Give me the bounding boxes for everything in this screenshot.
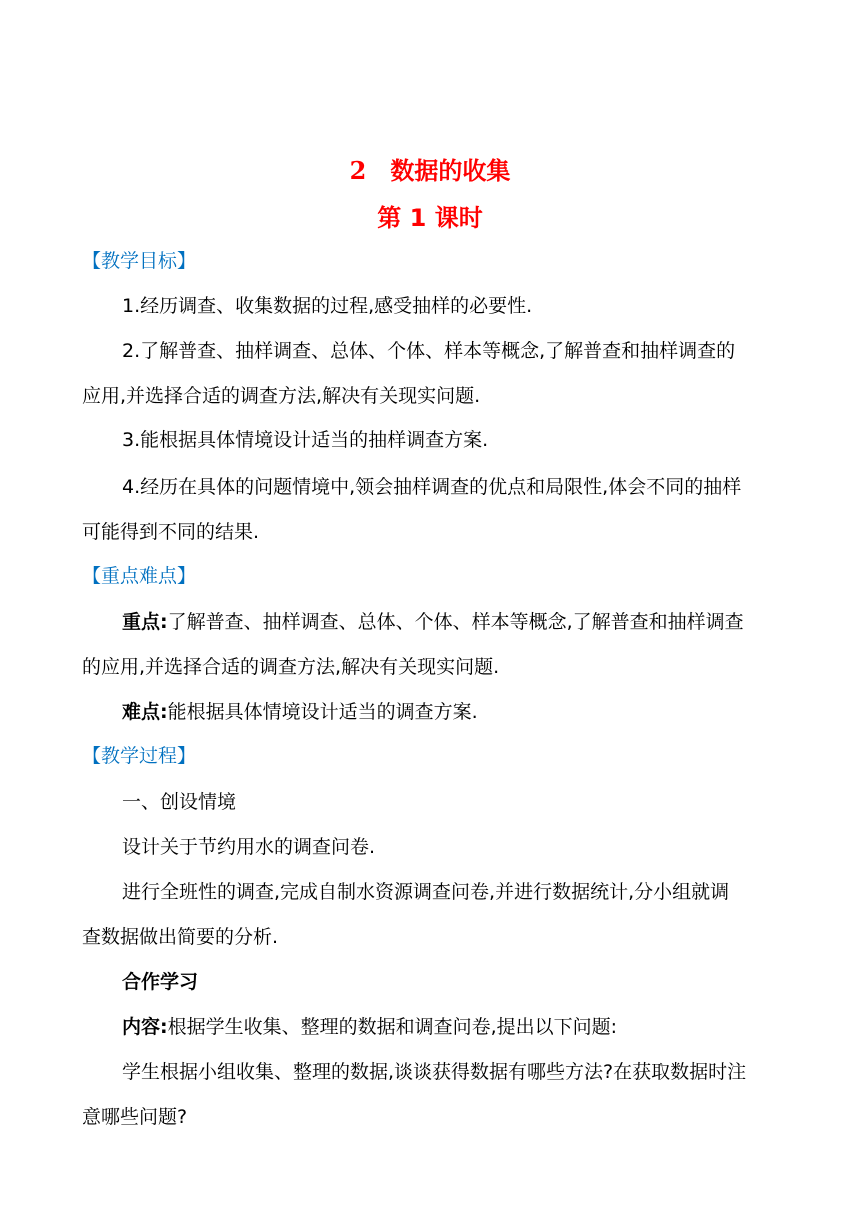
question-line-1: 学生根据小组收集、整理的数据,谈谈获得数据有哪些方法?在获取数据时注 xyxy=(122,1061,747,1083)
focus-line-2: 的应用,并选择合适的调查方法,解决有关现实问题. xyxy=(82,656,500,678)
cooperative-learning-heading: 合作学习 xyxy=(122,971,199,993)
section-heading-objectives: 【教学目标】 xyxy=(82,250,197,272)
objective-item-2-line-2: 应用,并选择合适的调查方法,解决有关现实问题. xyxy=(82,385,481,407)
lesson-title: 第 1 课时 xyxy=(377,204,483,232)
step-1-paragraph-2-line-2: 查数据做出简要的分析. xyxy=(82,926,279,948)
difficulty-line xyxy=(122,699,478,725)
step-1-heading: 一、创设情境 xyxy=(122,791,237,813)
objective-item-4-line-2: 可能得到不同的结果. xyxy=(82,521,260,543)
step-1-paragraph-1: 设计关于节约用水的调查问卷. xyxy=(122,836,376,858)
difficulty-text: 能根据具体情境设计适当的调查方案. xyxy=(167,701,478,723)
focus-text: 了解普查、抽样调查、总体、个体、样本等概念,了解普查和抽样调查 xyxy=(167,611,744,633)
focus-label: 重点: xyxy=(122,611,168,633)
objective-item-1: 1.经历调查、收集数据的过程,感受抽样的必要性. xyxy=(122,295,533,317)
content-text: 根据学生收集、整理的数据和调查问卷,提出以下问题: xyxy=(167,1016,618,1038)
title-name: 数据的收集 xyxy=(390,157,511,185)
objective-item-2-line-1: 2.了解普查、抽样调查、总体、个体、样本等概念,了解普查和抽样调查的 xyxy=(122,340,736,362)
question-line-2: 意哪些问题? xyxy=(82,1106,188,1128)
difficulty-label: 难点: xyxy=(122,701,168,723)
objective-item-3: 3.能根据具体情境设计适当的抽样调查方案. xyxy=(122,429,489,451)
step-1-paragraph-2-line-1: 进行全班性的调查,完成自制水资源调查问卷,并进行数据统计,分小组就调 xyxy=(122,881,730,903)
content-line xyxy=(122,1014,617,1040)
focus-line-1 xyxy=(122,609,744,635)
section-heading-process: 【教学过程】 xyxy=(82,745,197,767)
section-heading-key-points: 【重点难点】 xyxy=(82,565,197,587)
content-label: 内容: xyxy=(122,1016,168,1038)
page-title xyxy=(0,156,860,186)
title-number: 2 xyxy=(349,156,367,185)
objective-item-4-line-1: 4.经历在具体的问题情境中,领会抽样调查的优点和局限性,体会不同的抽样 xyxy=(122,476,742,498)
